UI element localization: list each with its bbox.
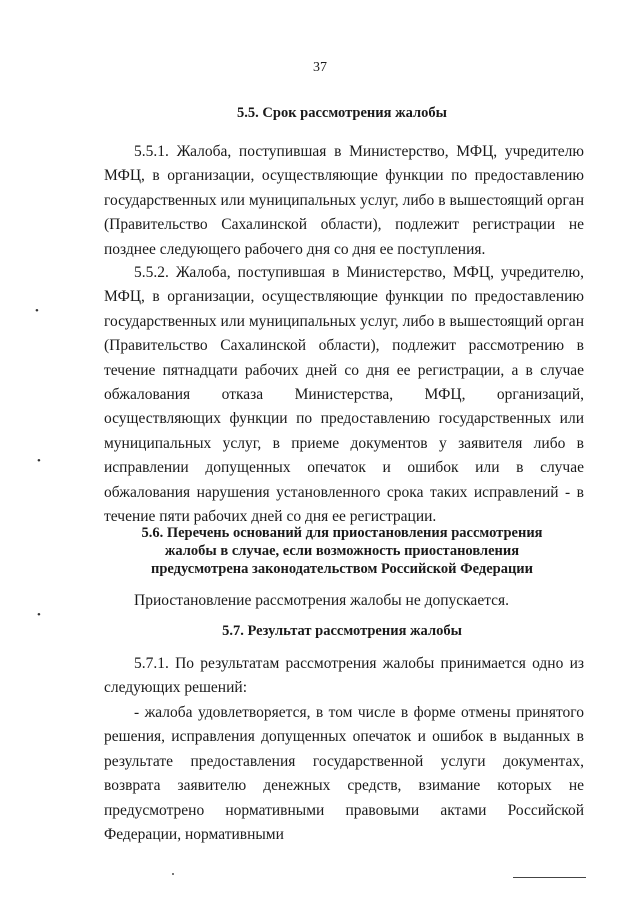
margin-mark-3: •	[37, 609, 41, 621]
section-heading-5-7: 5.7. Результат рассмотрения жалобы	[222, 623, 462, 639]
section-heading-5-6	[100, 524, 584, 578]
page-number: 37	[313, 60, 327, 75]
paragraph-5-7-1-item-1: - жалоба удовлетворяется, в том числе в форме отмены принятого решения, исправления допущенных опечаток и ошибок в выданных в результате предоставления государственной услуги документах, возврата заявителю денежных средств, взимание которых не предусмотрено нормативными правовыми актами Российской Федерации, нормативными	[104, 704, 584, 844]
section-heading-5-5: 5.5. Срок рассмотрения жалобы	[237, 105, 447, 121]
paragraph-5-5-1: 5.5.1. Жалоба, поступившая в Министерство, МФЦ, учредителю МФЦ, в организации, осуществляющие функции по предоставлению государственных или муниципальных услуг, либо в вышестоящий орган (Правительство Сахалинской области), подлежит регистрации не позднее следующего рабочего дня со дня ее поступления.	[104, 143, 584, 258]
section-heading-5-6-line-2: жалобы в случае, если возможность приостановления	[164, 543, 520, 559]
margin-mark-2: •	[37, 455, 41, 467]
margin-mark-1: •	[35, 305, 39, 317]
footnote-rule	[513, 877, 586, 878]
section-heading-5-6-line-1: 5.6. Перечень оснований для приостановления рассмотрения	[141, 525, 543, 541]
paragraph-5-7-1: 5.7.1. По результатам рассмотрения жалобы принимается одно из следующих решений:	[104, 655, 584, 697]
paragraph-5-5-2: 5.5.2. Жалоба, поступившая в Министерство, МФЦ, учредителю, МФЦ, в организации, осуществляющие функции по предоставлению государственных или муниципальных услуг, либо в вышестоящий орган (Правительство Сахалинской области), подлежит рассмотрению в течение пятнадцати рабочих дней со дня ее регистрации, а в случае обжалования отказа Министерства, МФЦ, организаций, осуществляющих функции по предоставлению государственных или муниципальных услуг, в приеме документов у заявителя либо в исправлении допущенных опечаток и ошибок или в случае обжалования нарушения установленного срока таких исправлений - в течение пяти рабочих дней со дня ее регистрации.	[104, 264, 584, 526]
scan-speck	[172, 873, 174, 875]
section-heading-5-6-line-3: предусмотрена законодательством Российской Федерации	[150, 561, 534, 577]
paragraph-5-6: Приостановление рассмотрения жалобы не допускается.	[134, 592, 510, 609]
